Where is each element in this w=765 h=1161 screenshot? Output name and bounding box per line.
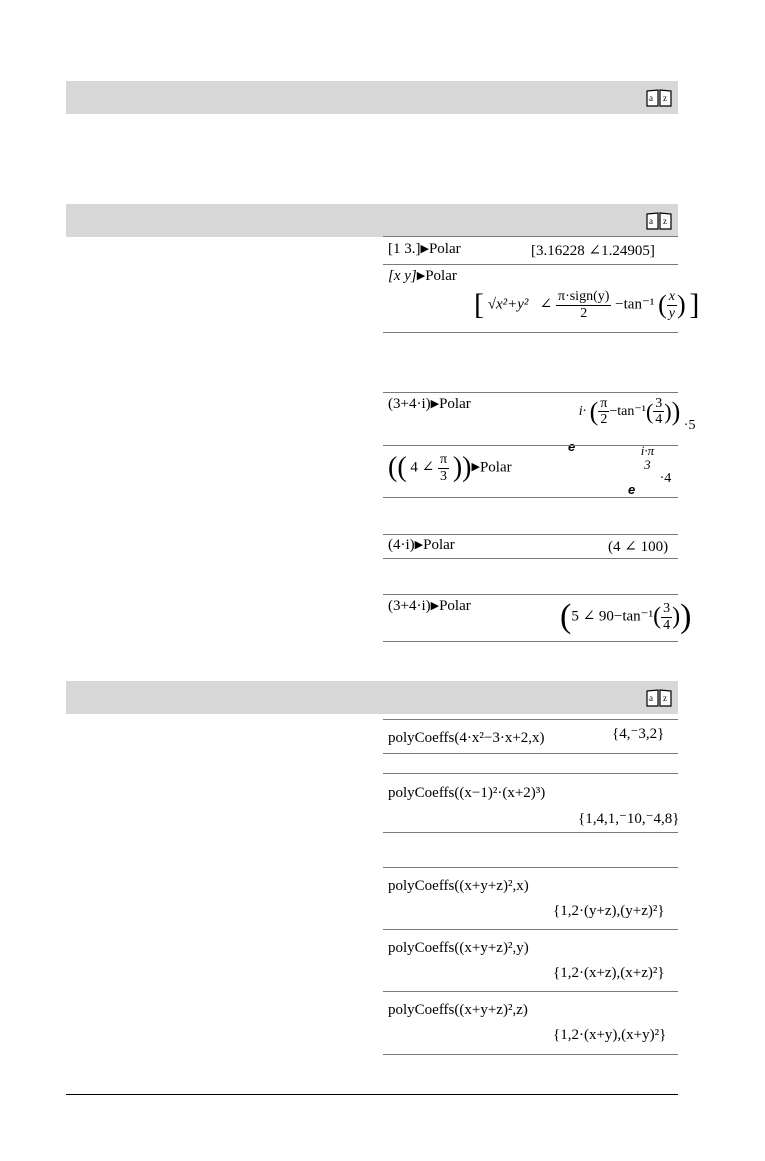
poly-example-2-result: {1,4,1,⁻10,⁻4,8} <box>578 811 680 827</box>
example-divider <box>383 929 678 930</box>
example-divider <box>383 497 678 498</box>
polar-example-2-input: [x y]▶Polar <box>388 268 457 284</box>
poly-example-5-input: polyCoeffs((x+y+z)²,z) <box>388 1002 528 1018</box>
example-divider <box>383 773 678 774</box>
polar-example-5-input: (4·i)▶Polar <box>388 537 455 553</box>
polar-example-3-result: e i· ( $\frac{\pi}{2}$ −tan⁻¹( $\frac{3}{4}$ )) ·5 <box>568 396 696 455</box>
example-divider <box>383 392 678 393</box>
poly-example-3-input: polyCoeffs((x+y+z)²,x) <box>388 878 529 894</box>
svg-text:a: a <box>649 93 653 103</box>
polar-example-2-result: [ √x²+y² ∠ $\frac{\text{π·sign(y)}}{2}$ −tan⁻¹ ( $\frac{x}{y}$ ) ] <box>474 288 700 321</box>
polar-example-6-result: (5 ∠ 90−tan⁻¹( $\frac{3}{4}$ )) <box>560 598 692 635</box>
example-divider <box>383 641 678 642</box>
book-icon[interactable] <box>646 88 672 108</box>
example-divider <box>383 332 678 333</box>
example-divider <box>383 719 678 720</box>
polar-example-5-result: (4 ∠ 100) <box>608 539 669 555</box>
example-divider <box>383 832 678 833</box>
poly-example-2-input: polyCoeffs((x−1)²·(x+2)³) <box>388 785 546 801</box>
svg-text:a: a <box>649 216 653 226</box>
book-icon[interactable] <box>646 211 672 231</box>
poly-example-5-result: {1,2·(x+y),(x+y)²} <box>553 1027 667 1043</box>
polar-example-1-result: [3.16228 ∠1.24905] <box>531 243 655 259</box>
svg-text:a: a <box>649 693 653 703</box>
example-divider <box>383 534 678 535</box>
poly-example-3-result: {1,2·(y+z),(y+z)²} <box>553 903 665 919</box>
example-divider <box>383 558 678 559</box>
example-divider <box>383 445 678 446</box>
example-divider <box>383 1054 678 1055</box>
example-divider <box>383 753 678 754</box>
poly-example-1-input: polyCoeffs(4·x²−3·x+2,x) <box>388 730 545 746</box>
polar-example-1-input: [1 3.]▶Polar <box>388 241 461 257</box>
section-header-bar <box>66 81 678 114</box>
svg-text:z: z <box>663 693 667 703</box>
example-divider <box>383 594 678 595</box>
poly-example-4-result: {1,2·(x+z),(x+z)²} <box>553 965 665 981</box>
poly-example-1-result: {4,⁻3,2} <box>612 726 665 742</box>
poly-example-4-input: polyCoeffs((x+y+z)²,y) <box>388 940 529 956</box>
polar-example-6-input: (3+4·i)▶Polar <box>388 598 471 614</box>
example-divider <box>383 867 678 868</box>
section-header-bar <box>66 681 678 714</box>
section-header-bar <box>66 204 678 237</box>
polar-example-4-input: (( 4 ∠ $\frac{\pi}{3}$ ))▶Polar <box>388 452 512 484</box>
svg-text:z: z <box>663 93 667 103</box>
polar-example-3-input: (3+4·i)▶Polar <box>388 396 471 412</box>
example-divider <box>383 991 678 992</box>
svg-text:z: z <box>663 216 667 226</box>
footer-rule <box>66 1094 678 1095</box>
book-icon[interactable] <box>646 688 672 708</box>
example-divider <box>383 264 678 265</box>
polar-example-4-result: e i·π 3 ·4 <box>628 443 672 497</box>
example-divider <box>383 236 678 237</box>
